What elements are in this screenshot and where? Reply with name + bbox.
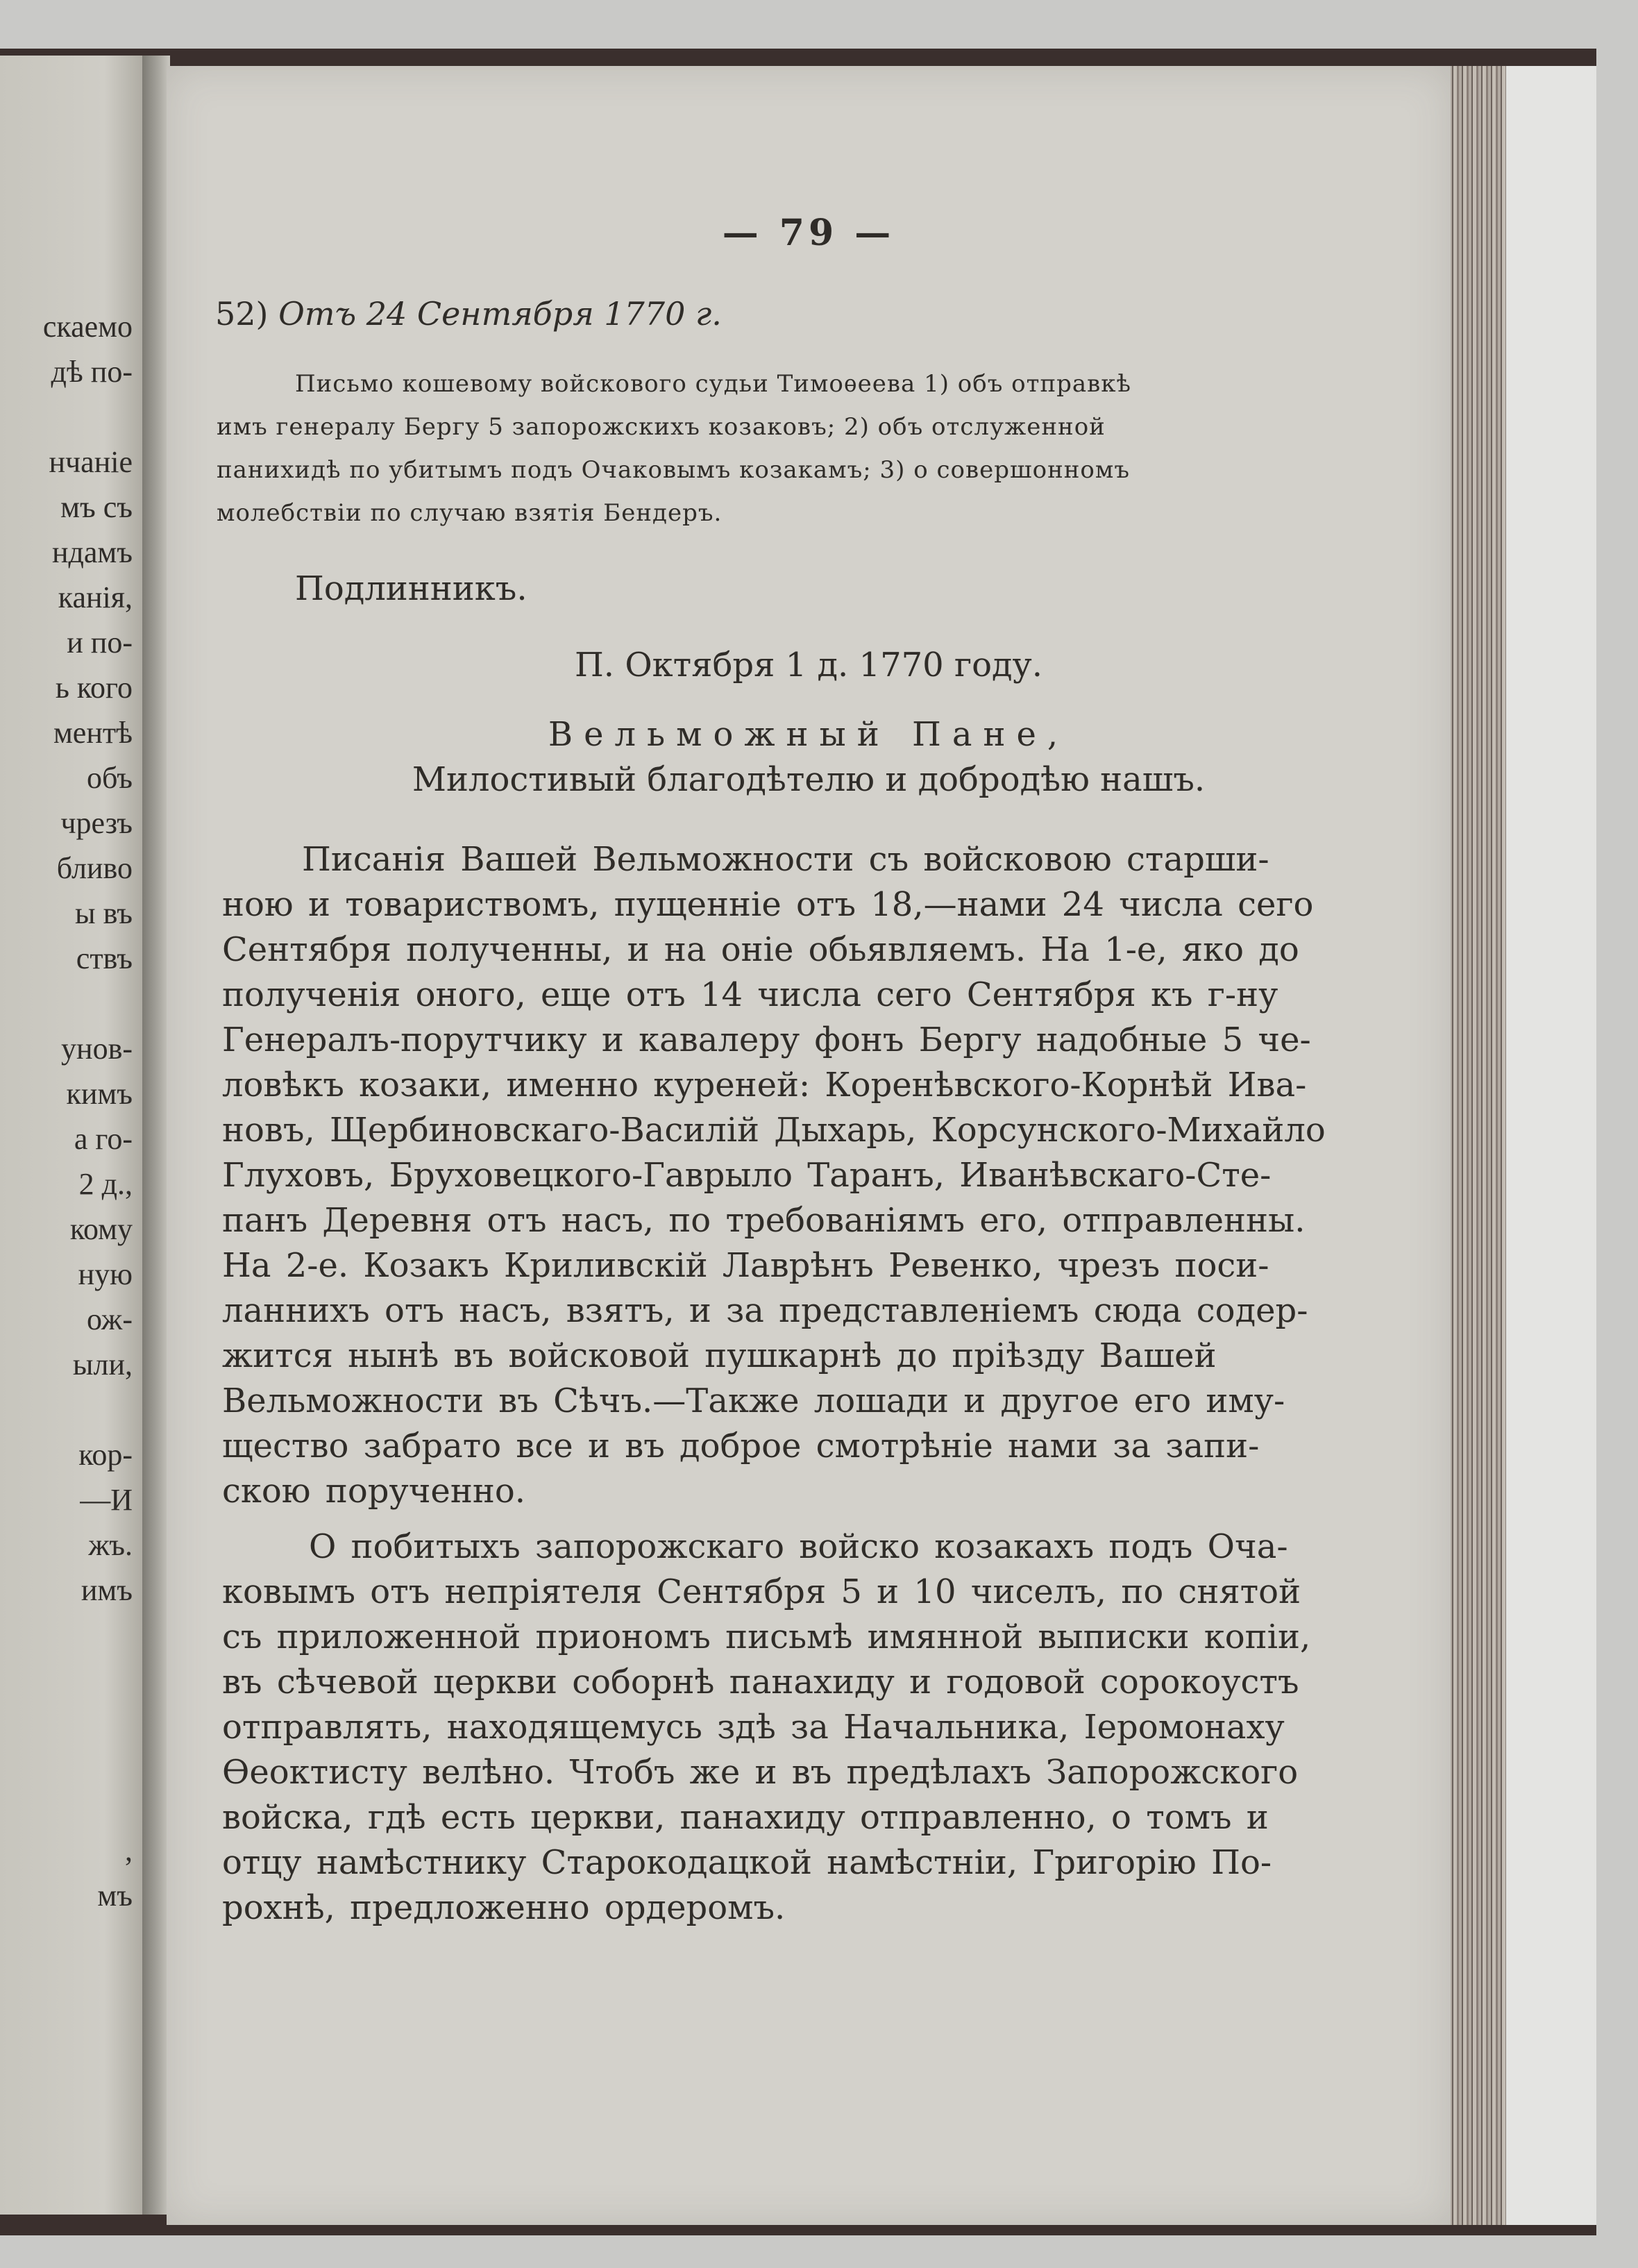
paragraph-line: ковымъ отъ непріятеля Сентября 5 и 10 чиселъ, по снятой bbox=[222, 1572, 1301, 1611]
right-page bbox=[167, 66, 1451, 2225]
left-page bbox=[0, 56, 149, 2215]
paragraph-line: въ сѣчевой церкви соборнѣ панахиду и годовой сорокоустъ bbox=[222, 1663, 1299, 1702]
paragraph-line: ланнихъ отъ насъ, взятъ, и за представленіемъ сюда содер- bbox=[222, 1291, 1308, 1330]
paragraph-line: Писанія Вашей Вельможности съ войсковою старши- bbox=[302, 840, 1269, 879]
salutation-line: Милостивый благодѣтелю и добродѣю нашъ. bbox=[412, 760, 1206, 799]
document-heading bbox=[215, 295, 722, 333]
summary-line: имъ генералу Бергу 5 запорожскихъ козаковъ; 2) объ отслуженной bbox=[217, 413, 1106, 441]
left-fragment: кор- bbox=[78, 1438, 133, 1472]
paragraph-line: отправлять, находящемусь здѣ за Начальника, Іеромонаху bbox=[222, 1708, 1285, 1747]
left-fragment: и по- bbox=[67, 625, 133, 660]
summary-line: молебствіи по случаю взятія Бендеръ. bbox=[217, 499, 723, 527]
left-fragment: чрезъ bbox=[60, 806, 133, 840]
paragraph-line: скою порученно. bbox=[222, 1472, 525, 1511]
paragraph-line: Глуховъ, Бруховецкого-Гаврыло Таранъ, Иванѣвскаго-Сте- bbox=[222, 1156, 1272, 1195]
left-fragment: кому bbox=[69, 1212, 133, 1246]
dateline: П. Октября 1 д. 1770 году. bbox=[574, 646, 1043, 684]
paragraph-line: съ приложенной приономъ письмѣ имянной выписки копіи, bbox=[222, 1618, 1311, 1656]
left-fragment: дѣ по- bbox=[51, 355, 133, 389]
paragraph-line: новъ, Щербиновскаго-Василій Дыхарь, Корсунского-Михайло bbox=[222, 1111, 1326, 1150]
scan-margin bbox=[1506, 66, 1596, 2225]
paragraph-line: рохнѣ, предложенно ордеромъ. bbox=[222, 1888, 786, 1927]
left-fragment: ствъ bbox=[76, 941, 133, 975]
paragraph-line: Вельможности въ Сѣчъ.—Также лошади и другое его иму- bbox=[222, 1381, 1285, 1420]
original-label: Подлинникъ. bbox=[295, 569, 527, 608]
left-fragment: ыли, bbox=[72, 1347, 133, 1381]
left-fragment: , bbox=[125, 1833, 133, 1867]
paragraph-line: Сентября полученны, и на оніе обьявляемъ. На 1-е, яко до bbox=[222, 930, 1299, 969]
paragraph-line: жится нынѣ въ войсковой пушкарнѣ до пріѣзду Вашей bbox=[222, 1336, 1217, 1375]
paragraph-line: О побитыхъ запорожскаго войско козакахъ подъ Оча- bbox=[309, 1527, 1288, 1566]
paragraph-line: войска, гдѣ есть церкви, панахиду отправленно, о томъ и bbox=[222, 1798, 1269, 1837]
summary-line: панихидѣ по убитымъ подъ Очаковымъ козакамъ; 3) о совершонномъ bbox=[217, 456, 1130, 484]
left-fragment: 2 д., bbox=[78, 1167, 133, 1201]
left-fragment: объ bbox=[86, 761, 133, 795]
document-number: 52) bbox=[215, 295, 269, 333]
left-fragment: бливо bbox=[56, 851, 133, 885]
paragraph-line: Ѳеоктисту велѣно. Чтобъ же и въ предѣлахъ Запорожского bbox=[222, 1753, 1299, 1792]
left-fragment: мъ bbox=[97, 1879, 133, 1913]
left-fragment: канія, bbox=[58, 580, 133, 614]
left-fragment: ож- bbox=[87, 1302, 133, 1336]
paragraph-line: ною и товариствомъ, пущенніе отъ 18,—нами 24 числа сего bbox=[222, 885, 1314, 924]
page-number: — 79 — bbox=[722, 212, 895, 254]
left-fragment: жъ. bbox=[88, 1528, 133, 1562]
page-edges bbox=[1447, 66, 1506, 2225]
paragraph-line: полученія оного, еще отъ 14 числа сего Сентября къ г-ну bbox=[222, 975, 1278, 1014]
paragraph-line: На 2-е. Козакъ Криливскій Лаврѣнъ Ревенко, чрезъ поси- bbox=[222, 1246, 1269, 1285]
paragraph-line: Генералъ-порутчику и кавалеру фонъ Бергу надобные 5 че- bbox=[222, 1020, 1311, 1059]
left-fragment: унов- bbox=[61, 1032, 133, 1066]
left-fragment: нчаніе bbox=[49, 445, 133, 479]
paragraph-line: панъ Деревня отъ насъ, по требованіямъ его, отправленны. bbox=[222, 1201, 1306, 1240]
left-fragment: ы въ bbox=[75, 896, 133, 930]
left-fragment: имъ bbox=[81, 1573, 133, 1607]
left-fragment: ментѣ bbox=[53, 716, 133, 750]
left-fragment: скаемо bbox=[42, 310, 133, 344]
left-fragment: ную bbox=[78, 1257, 133, 1291]
book-gutter bbox=[142, 56, 170, 2215]
paragraph-line: отцу намѣстнику Старокодацкой намѣстніи, Григорію По- bbox=[222, 1843, 1272, 1882]
document-date: Отъ 24 Сентября 1770 г. bbox=[278, 295, 722, 333]
left-fragment: ь кого bbox=[55, 671, 133, 705]
left-fragment: —И bbox=[80, 1483, 133, 1517]
summary-line: Письмо кошевому войскового судьи Тимоѳеева 1) объ отправкѣ bbox=[295, 370, 1132, 398]
salutation-line: Вельможный Пане, bbox=[548, 715, 1070, 754]
left-fragment: ндамъ bbox=[51, 535, 133, 569]
left-fragment: а го- bbox=[74, 1122, 133, 1156]
left-fragment: кимъ bbox=[66, 1077, 133, 1111]
paragraph-line: щество забрато все и въ доброе смотрѣніе нами за запи- bbox=[222, 1427, 1260, 1465]
paragraph-line: ловѣкъ козаки, именно куреней: Коренѣвского-Корнѣй Ива- bbox=[222, 1066, 1307, 1104]
left-fragment: мъ съ bbox=[60, 490, 133, 524]
